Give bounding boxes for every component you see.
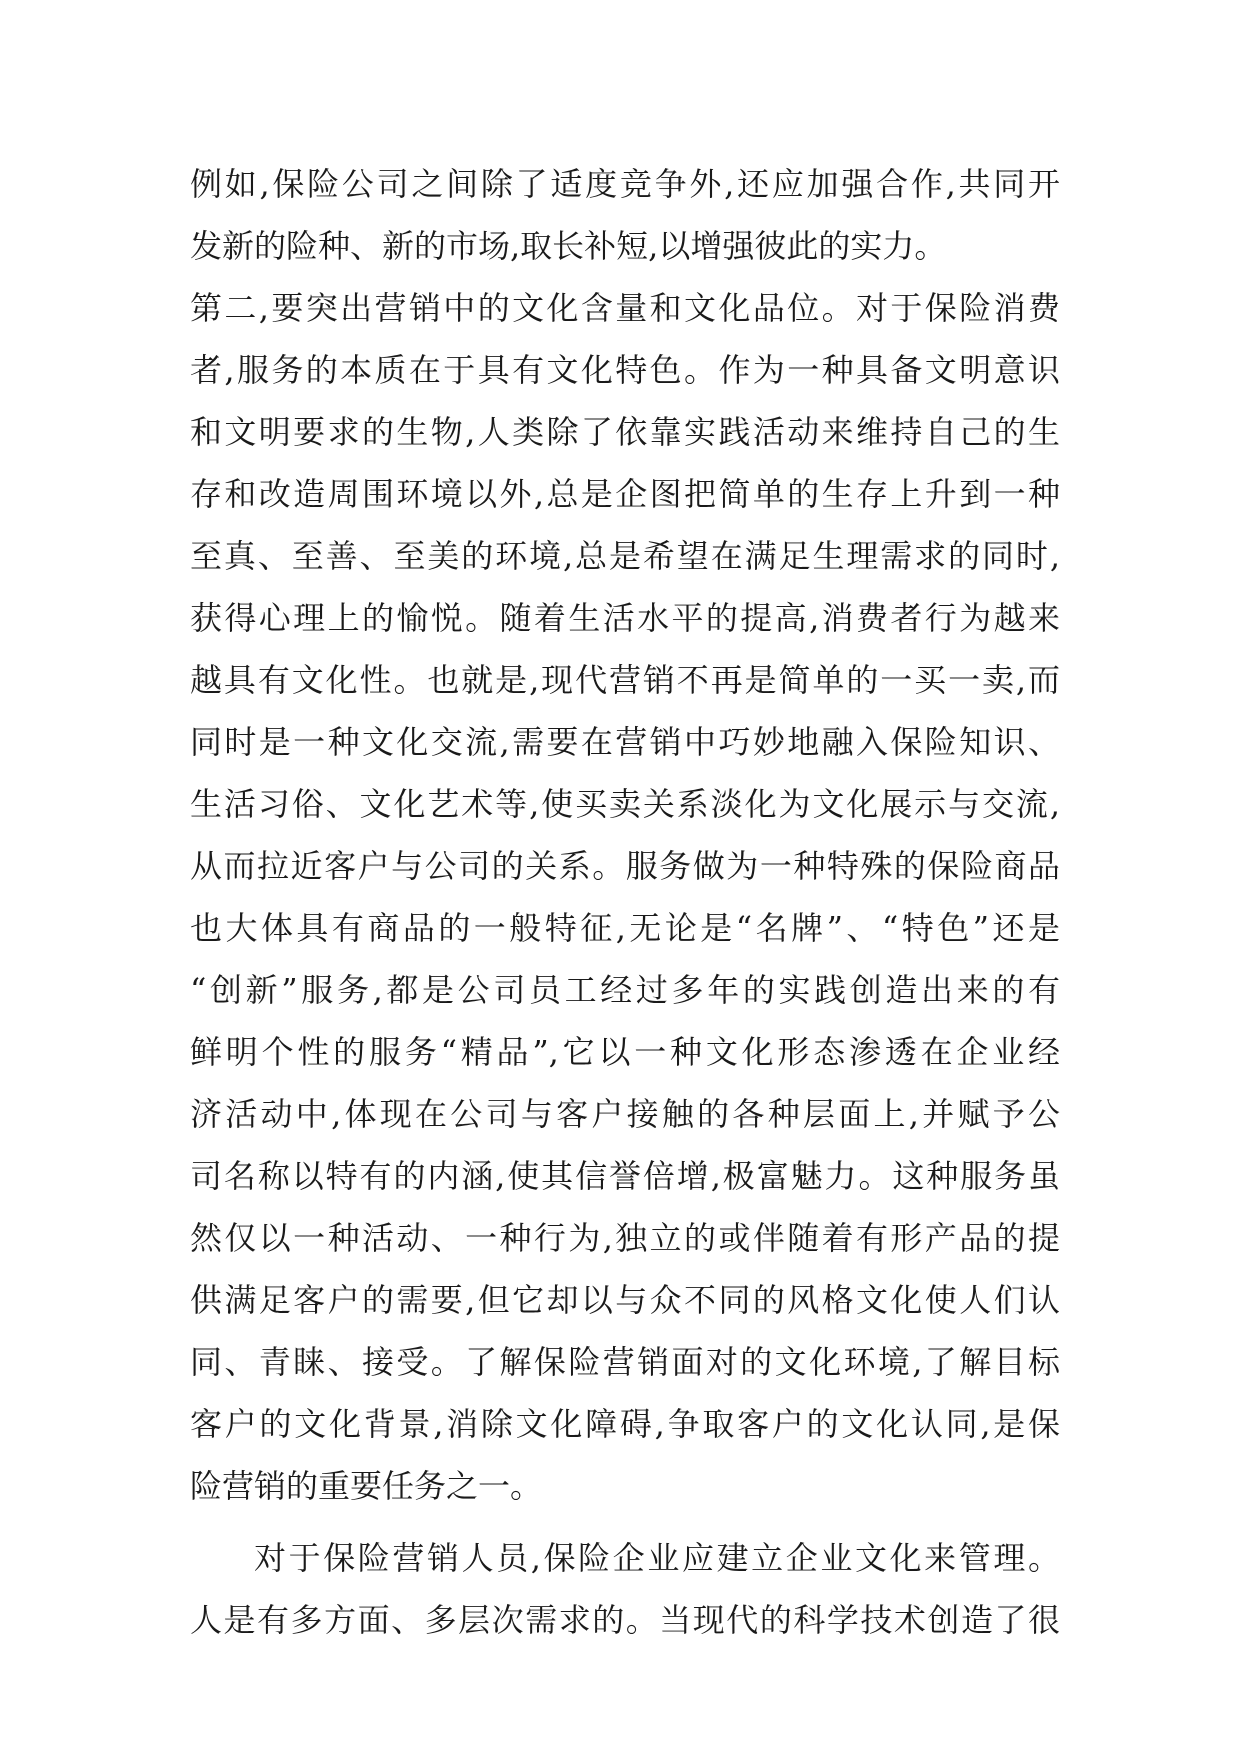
document-body <box>190 153 1060 1651</box>
text-line: 客户的文化背景,消除文化障碍,争取客户的文化认同,是保 <box>190 1405 1060 1443</box>
text-line: 济活动中,体现在公司与客户接触的各种层面上,并赋予公 <box>190 1095 1060 1133</box>
text-line: 存和改造周围环境以外,总是企图把简单的生存上升到一种 <box>190 475 1060 513</box>
text-line: 和文明要求的生物,人类除了依靠实践活动来维持自己的生 <box>190 413 1060 451</box>
text-line: 者,服务的本质在于具有文化特色。作为一种具备文明意识 <box>190 351 1060 389</box>
text-line: 发新的险种、新的市场,取长补短,以增强彼此的实力。 <box>190 227 947 265</box>
text-line: 获得心理上的愉悦。随着生活水平的提高,消费者行为越来 <box>190 599 1060 637</box>
text-line: 同时是一种文化交流,需要在营销中巧妙地融入保险知识、 <box>190 723 1060 761</box>
text-line: 生活习俗、文化艺术等,使买卖关系淡化为文化展示与交流, <box>190 785 1060 823</box>
text-line: 第二,要突出营销中的文化含量和文化品位。对于保险消费 <box>190 289 1060 327</box>
paragraph-spacer <box>190 1517 1060 1527</box>
text-line: 然仅以一种活动、一种行为,独立的或伴随着有形产品的提 <box>190 1219 1060 1257</box>
text-line: 鲜明个性的服务“精品”,它以一种文化形态渗透在企业经 <box>190 1033 1060 1071</box>
text-line: “创新”服务,都是公司员工经过多年的实践创造出来的有 <box>190 971 1060 1009</box>
text-line: 至真、至善、至美的环境,总是希望在满足生理需求的同时, <box>190 537 1060 575</box>
text-line: 险营销的重要任务之一。 <box>190 1467 543 1505</box>
text-line: 供满足客户的需要,但它却以与众不同的风格文化使人们认 <box>190 1281 1060 1319</box>
text-line: 人是有多方面、多层次需求的。当现代的科学技术创造了很 <box>190 1601 1060 1639</box>
paragraph-3 <box>190 1527 1060 1651</box>
paragraph-2 <box>190 277 1060 1517</box>
text-line: 对于保险营销人员,保险企业应建立企业文化来管理。 <box>254 1539 1060 1577</box>
text-line: 越具有文化性。也就是,现代营销不再是简单的一买一卖,而 <box>190 661 1060 699</box>
text-line: 司名称以特有的内涵,使其信誉倍增,极富魅力。这种服务虽 <box>190 1157 1060 1195</box>
text-line: 也大体具有商品的一般特征,无论是“名牌”、“特色”还是 <box>190 909 1060 947</box>
text-line: 同、青睐、接受。了解保险营销面对的文化环境,了解目标 <box>190 1343 1060 1381</box>
text-line: 例如,保险公司之间除了适度竞争外,还应加强合作,共同开 <box>190 165 1060 203</box>
paragraph-1 <box>190 153 1060 277</box>
text-line: 从而拉近客户与公司的关系。服务做为一种特殊的保险商品 <box>190 847 1060 885</box>
